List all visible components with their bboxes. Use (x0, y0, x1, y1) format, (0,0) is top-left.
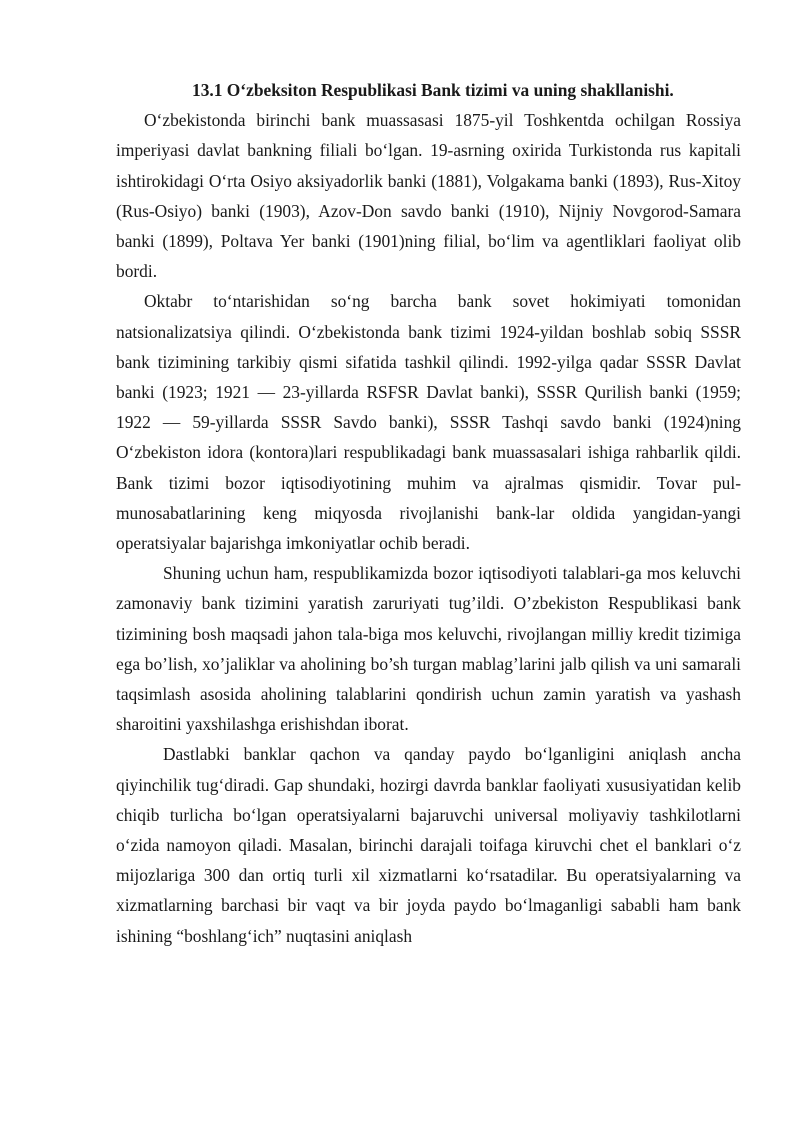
paragraph-4: Dastlabki banklar qachon va qanday paydo bo‘lganligini aniqlash ancha qiyinchilik tug‘diradi. Gap shundaki, hozirgi davrda banklar faoliyati xususiyatidan kelib chiqib turlicha bo‘lgan operatsiyalarni bajaruvchi universal moliyaviy tashkilotlarni o‘zida namoyon qiladi. Masalan, birinchi darajali toifaga kiruvchi chet el banklari o‘z mijozlariga 300 dan ortiq turli xil xizmatlarni ko‘rsatadilar. Bu operatsiyalarning va xizmatlarning barchasi bir vaqt va bir joyda paydo bo‘lmaganligi sababli ham bank ishining “boshlang‘ich” nuqtasini aniqlash (116, 744, 741, 946)
paragraph-1: O‘zbekistonda birinchi bank muassasasi 1875-yil Toshkentda ochilgan Rossiya imperiyasi davlat bankning filiali bo‘lgan. 19-asrning oxirida Turkistonda rus kapitali ishtirokidagi O‘rta Osiyo aksiyadorlik banki (1881), Volgakama banki (1893), Rus-Xitoy (Rus-Osiyo) banki (1903), Azov-Don savdo banki (1910), Nijniy Novgorod-Samara banki (1899), Poltava Yer banki (1901)ning filial, bo‘lim va agentliklari faoliyat olib bordi. (116, 110, 741, 282)
section-heading: 13.1 O‘zbeksiton Respublikasi Bank tizimi va uning shakllanishi. (192, 80, 674, 100)
paragraph-2: Oktabr to‘ntarishidan so‘ng barcha bank sovet hokimiyati tomonidan natsionalizatsiya qilindi. O‘zbekistonda bank tizimi 1924-yildan boshlab sobiq SSSR bank tizimining tarkibiy qismi sifatida tashkil qilindi. 1992-yilga qadar SSSR Davlat banki (1923; 1921 — 23-yillarda RSFSR Davlat banki), SSSR Qurilish banki (1959; 1922 — 59-yillarda SSSR Savdo banki), SSSR Tashqi savdo banki (1924)ning O‘zbekiston idora (kontora)lari respublikadagi bank muassasalari ishiga rahbarlik qildi. Bank tizimi bozor iqtisodiyotining muhim va ajralmas qismidir. Tovar pul-munosabatlarining keng miqyosda rivojlanishi bank-lar oldida yangidan-yangi operatsiyalar bajarishga imkoniyatlar ochib beradi. (116, 291, 741, 554)
paragraph-3: Shuning uchun ham, respublikamizda bozor iqtisodiyoti talablari-ga mos keluvchi zamonaviy bank tizimini yaratish zaruriyati tug’ildi. O’zbekiston Respublikasi bank tizimining bosh maqsadi jahon tala-biga mos keluvchi, rivojlangan milliy kredit tizimiga ega bo’lish, xo’jaliklar va aholining bo’sh turgan mablag’larini jalb qilish va uni samarali taqsimlash asosida aholining talablarini qondirish uchun zamin yaratish va yashash sharoitini yaxshilashga erishishdan iborat. (116, 563, 741, 735)
document-body (116, 75, 741, 951)
